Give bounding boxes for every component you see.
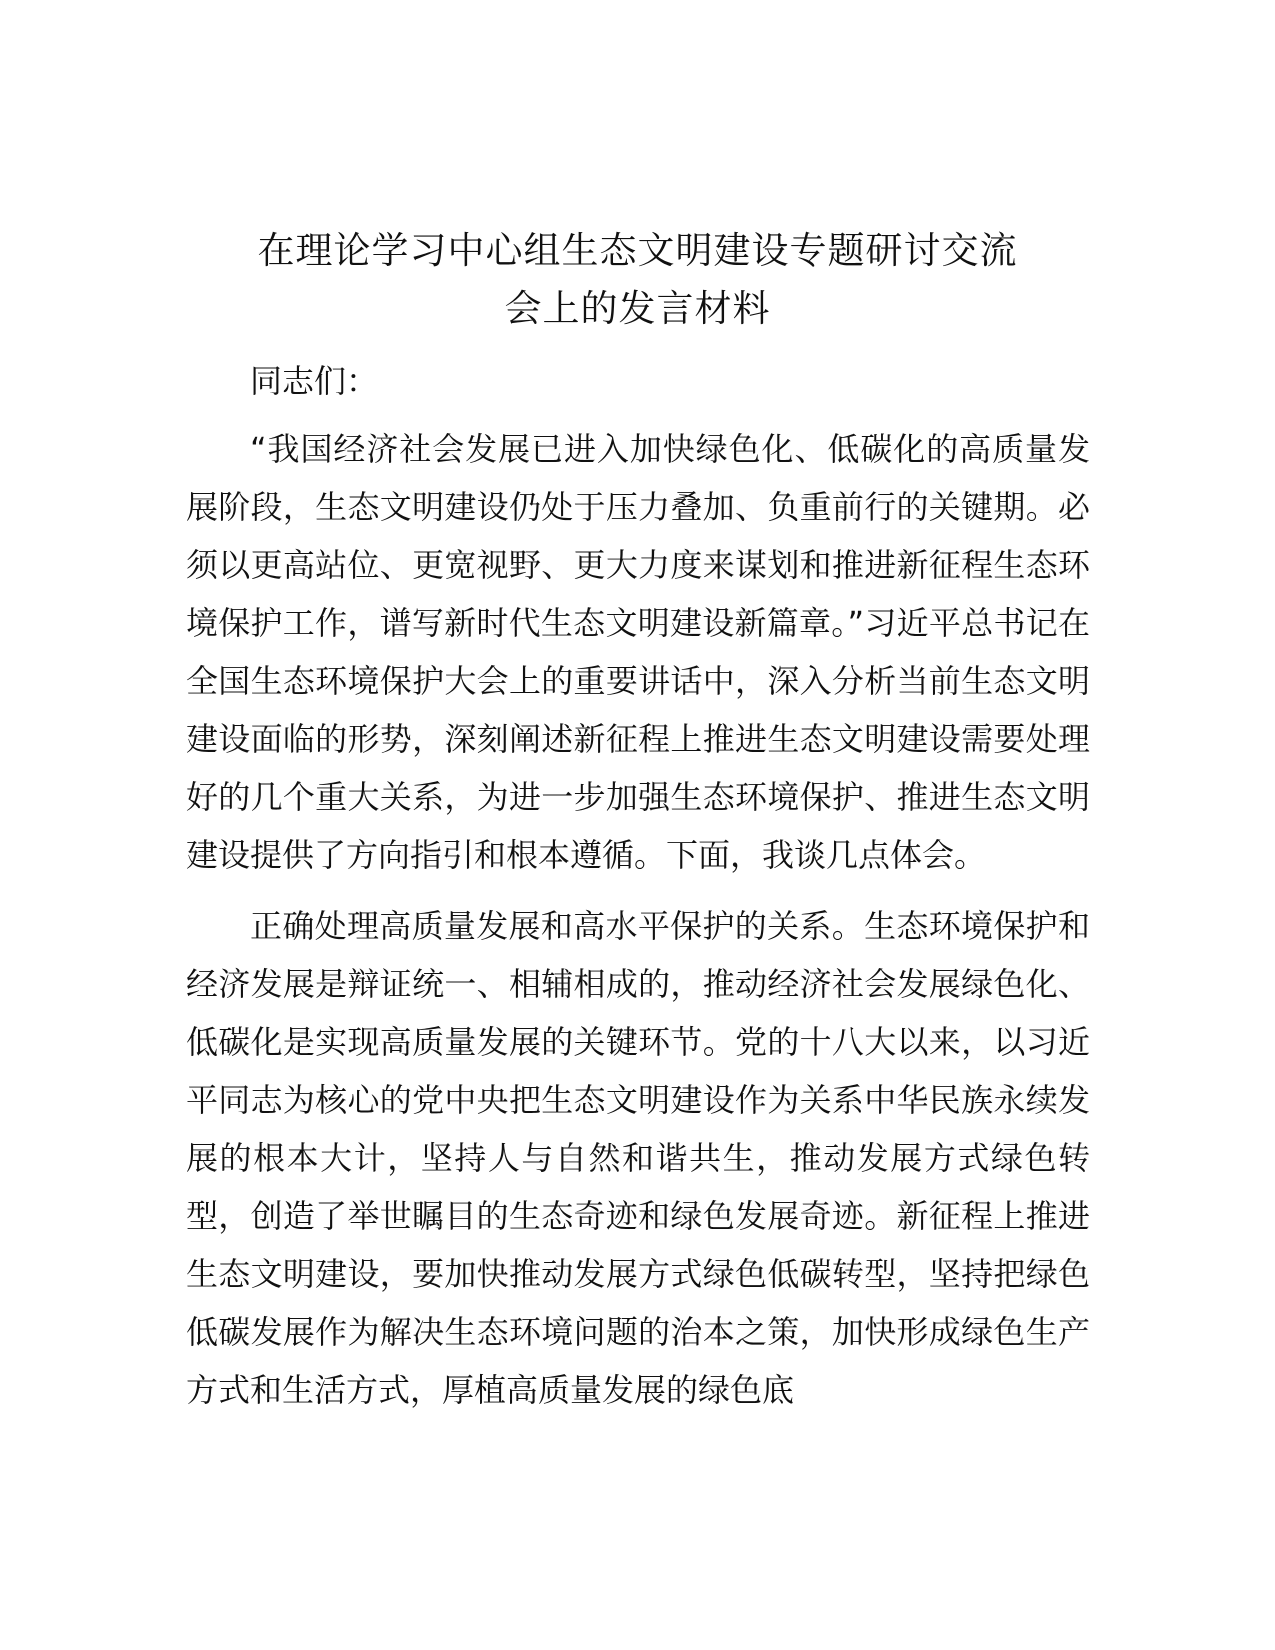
title-line-1: 在理论学习中心组生态文明建设专题研讨交流 — [257, 229, 1018, 272]
document-title — [150, 222, 1125, 338]
salutation: 同志们： — [250, 362, 379, 400]
paragraph-1: “我国经济社会发展已进入加快绿色化、低碳化的高质量发展阶段，生态文明建设仍处于压力叠加、负重前行的关键期。必须以更高站位、更宽视野、更大力度来谋划和推进新征程生态环境保护工作，谱写新时代生态文明建设新篇章。”习近平总书记在全国生态环境保护大会上的重要讲话中，深入分析当前生态文明建设面临的形势，深刻阐述新征程上推进生态文明建设需要处理好的几个重大关系，为进一步加强生态环境保护、推进生态文明建设提供了方向指引和根本遵循。下面，我谈几点体会。 — [186, 430, 1090, 874]
paragraph-2: 正确处理高质量发展和高水平保护的关系。生态环境保护和经济发展是辩证统一、相辅相成的，推动经济社会发展绿色化、低碳化是实现高质量发展的关键环节。党的十八大以来，以习近平同志为核心的党中央把生态文明建设作为关系中华民族永续发展的根本大计，坚持人与自然和谐共生，推动发展方式绿色转型，创造了举世瞩目的生态奇迹和绿色发展奇迹。新征程上推进生态文明建设，要加快推动发展方式绿色低碳转型，坚持把绿色低碳发展作为解决生态环境问题的治本之策，加快形成绿色生产方式和生活方式，厚植高质量发展的绿色底 — [186, 907, 1090, 1409]
title-line-2: 会上的发言材料 — [504, 287, 771, 330]
document-body — [186, 352, 1090, 1419]
